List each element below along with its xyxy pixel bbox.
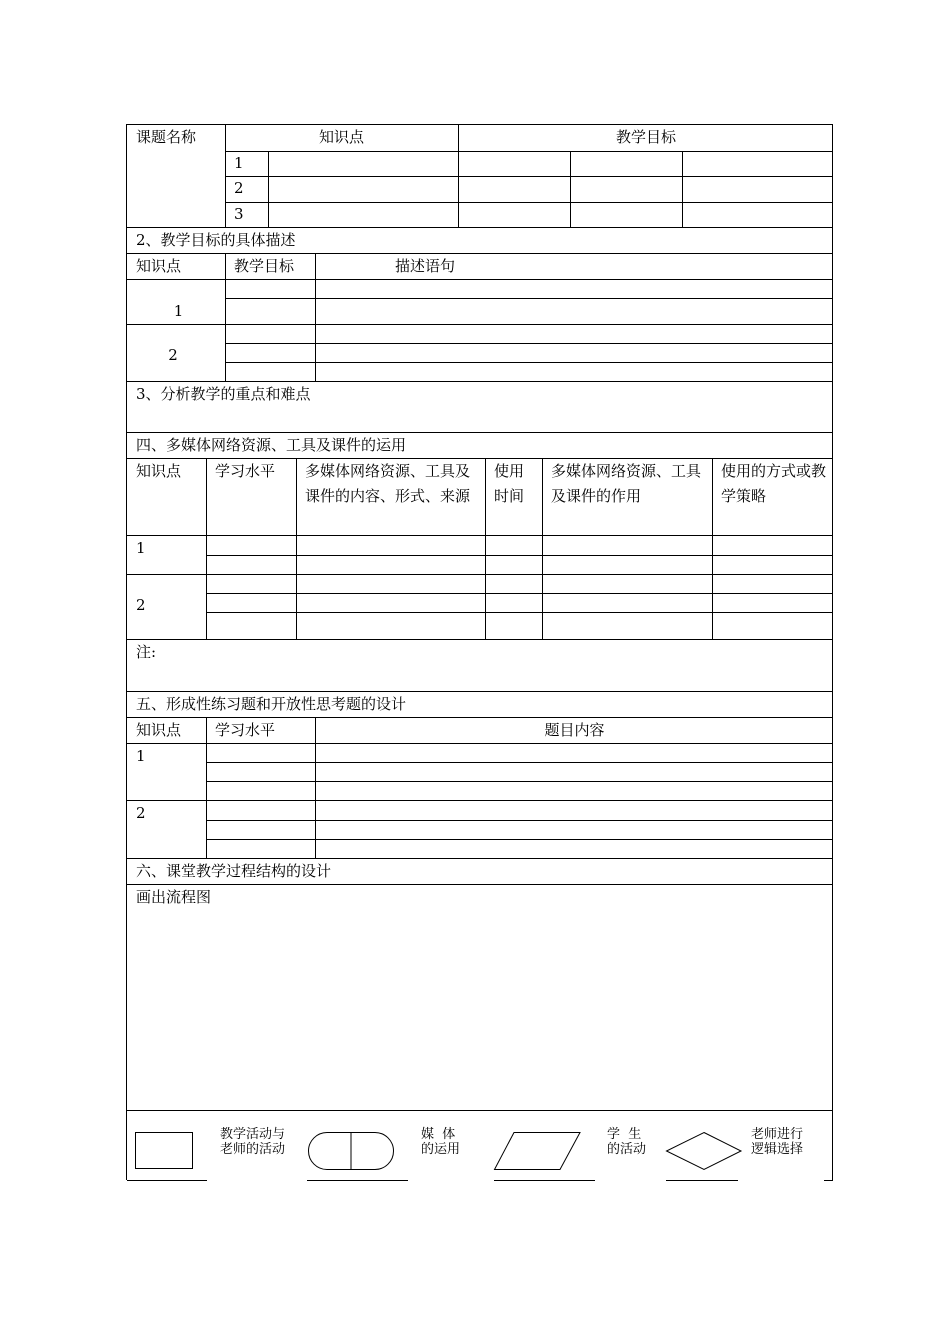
teaching-goal-header: 教学目标 (615, 128, 676, 146)
section-multimedia-title (126, 432, 833, 458)
section-title: 2、教学目标的具体描述 (136, 231, 296, 249)
media-usage-capsule-icon (307, 1132, 399, 1172)
legend-rect-label: 教学活动与 老师的活动 (220, 1127, 286, 1157)
section-course-header (126, 124, 833, 227)
logic-choice-diamond-icon (666, 1132, 746, 1172)
knowledge-point-number: 1 (136, 747, 146, 765)
table-header: 学习水平 (215, 462, 276, 480)
flowchart-area (126, 884, 833, 1110)
knowledge-point-number: 2 (168, 346, 178, 364)
legend-student-label: 学 生 的活动 (607, 1127, 647, 1157)
goal-row-number: 2 (234, 179, 244, 197)
table-header: 使用的方式或教学策略 (721, 462, 827, 505)
note-label: 注: (136, 643, 157, 661)
knowledge-point-number: 2 (136, 596, 146, 614)
table-header: 教学目标 (234, 257, 295, 275)
teacher-activity-rect-icon (135, 1132, 195, 1172)
table-header: 使用时间 (494, 462, 525, 505)
table-header: 多媒体网络资源、工具及课件的作用 (551, 462, 702, 505)
flowchart-legend (126, 1110, 833, 1180)
knowledge-point-number: 1 (136, 539, 146, 557)
legend-media-label: 媒 体 的运用 (421, 1127, 461, 1157)
table-header: 学习水平 (215, 721, 276, 739)
section-title: 3、分析教学的重点和难点 (136, 385, 311, 403)
table-header: 知识点 (136, 257, 182, 275)
flowchart-placeholder: 画出流程图 (136, 888, 212, 906)
section-exercise-title (126, 691, 833, 717)
table-header: 知识点 (136, 721, 182, 739)
legend-diamond-label: 老师进行 逻辑选择 (751, 1127, 804, 1157)
goal-row-number: 3 (234, 205, 244, 223)
section-title: 五、形成性练习题和开放性思考题的设计 (136, 695, 407, 713)
lesson-plan-form (126, 124, 833, 1180)
knowledge-point-number: 1 (173, 302, 184, 320)
section-multimedia-note (126, 639, 833, 691)
section-key-points (126, 381, 833, 432)
section-title: 四、多媒体网络资源、工具及课件的运用 (136, 436, 407, 454)
table-header: 描述语句 (394, 257, 455, 275)
table-header: 题目内容 (544, 721, 605, 739)
course-name-label: 课题名称 (136, 128, 197, 146)
section-exercise-table (126, 717, 833, 858)
table-header: 多媒体网络资源、工具及课件的内容、形式、来源 (305, 462, 471, 505)
student-activity-parallelogram-icon (494, 1132, 584, 1172)
section-title: 六、课堂教学过程结构的设计 (136, 862, 332, 880)
table-header: 知识点 (136, 462, 182, 480)
section-multimedia-table (126, 458, 833, 639)
knowledge-point-number: 2 (136, 804, 146, 822)
section-process-title (126, 858, 833, 884)
section-goal-description-table (126, 253, 833, 381)
section-goal-description-title (126, 227, 833, 253)
goal-row-number: 1 (234, 154, 244, 172)
knowledge-point-header: 知识点 (318, 128, 364, 146)
